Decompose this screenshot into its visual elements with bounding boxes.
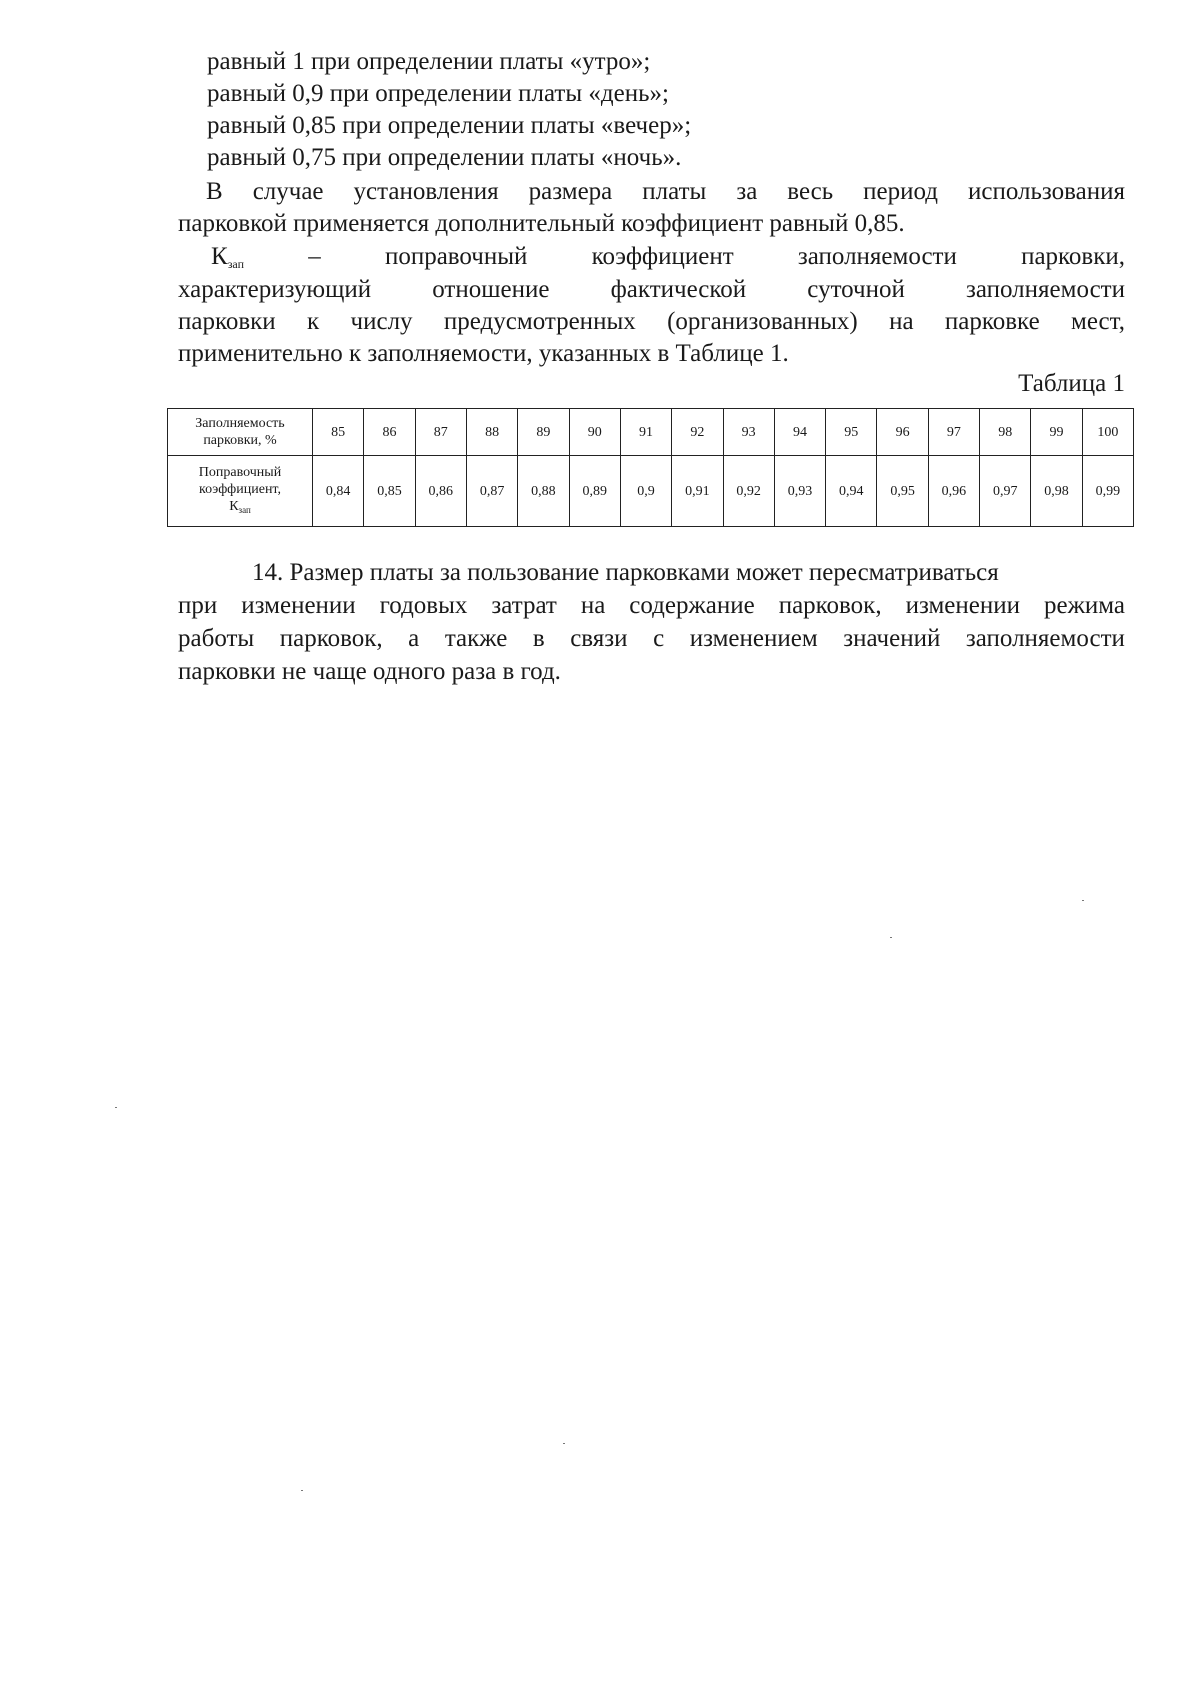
coefficient-cell: 0,98 xyxy=(1031,456,1082,527)
period-paragraph-line-2: парковкой применяется дополнительный коэффициент равный 0,85. xyxy=(178,210,905,237)
word: заполняемости xyxy=(965,276,1125,303)
fill-percent-cell: 95 xyxy=(826,409,877,456)
fill-percent-cell: 89 xyxy=(518,409,569,456)
word: с xyxy=(653,625,665,652)
kzap-symbol: $К_{зап}$ xyxy=(229,498,251,515)
word: парковки xyxy=(178,308,276,335)
word: – xyxy=(308,243,321,270)
fill-percent-cell: 97 xyxy=(928,409,979,456)
word: режима xyxy=(1043,592,1125,619)
word: заполняемости xyxy=(797,243,957,270)
fill-percent-cell: 99 xyxy=(1031,409,1082,456)
coefficient-cell: 0,88 xyxy=(518,456,569,527)
word: парковке xyxy=(944,308,1040,335)
coefficient-cell: 0,86 xyxy=(415,456,466,527)
word: мест, xyxy=(1071,308,1125,335)
fill-percent-cell: 88 xyxy=(466,409,517,456)
word: изменении xyxy=(241,592,356,619)
fill-percent-cell: 90 xyxy=(569,409,620,456)
word: изменении xyxy=(905,592,1020,619)
coefficient-cell: 0,99 xyxy=(1082,456,1133,527)
word: период xyxy=(863,178,939,205)
scan-speck xyxy=(115,1107,117,1108)
fill-percent-cell: 87 xyxy=(415,409,466,456)
word: на xyxy=(580,592,606,619)
word: весь xyxy=(787,178,834,205)
fill-percent-cell: 93 xyxy=(723,409,774,456)
clause-14-line-3 xyxy=(178,623,1125,654)
scan-speck xyxy=(890,937,892,938)
row-header-fill-percent: Заполняемость парковки, % xyxy=(168,409,313,456)
word: числу xyxy=(350,308,413,335)
kzap-symbol: $К_{зап}$ xyxy=(211,243,245,271)
table-row-fill-percent xyxy=(168,409,1134,456)
word: содержание xyxy=(629,592,755,619)
coefficient-cell: 0,89 xyxy=(569,456,620,527)
word: изменением xyxy=(689,625,818,652)
fill-percent-cell: 86 xyxy=(364,409,415,456)
word: парковки, xyxy=(1021,243,1125,270)
fill-percent-cell: 96 xyxy=(877,409,928,456)
word: также xyxy=(444,625,508,652)
rate-morning-line: равный 1 при определении платы «утро»; xyxy=(207,48,651,75)
word: к xyxy=(307,308,320,335)
coefficient-cell: 0,87 xyxy=(466,456,517,527)
word: затрат xyxy=(491,592,557,619)
coefficient-cell: 0,96 xyxy=(928,456,979,527)
coefficient-cell: 0,85 xyxy=(364,456,415,527)
word: использования xyxy=(968,178,1125,205)
clause-14-line-1: 14. Размер платы за пользование парковками может пересматриваться xyxy=(252,559,999,586)
coefficient-cell: 0,95 xyxy=(877,456,928,527)
fill-percent-cell: 92 xyxy=(672,409,723,456)
word: значений xyxy=(843,625,941,652)
coefficient-cell: 0,97 xyxy=(980,456,1031,527)
word: характеризующий xyxy=(178,276,372,303)
word: фактической xyxy=(610,276,747,303)
table-row-coefficient xyxy=(168,456,1134,527)
word: коэффициент xyxy=(591,243,734,270)
kzap-paragraph-line-2 xyxy=(178,274,1125,305)
word: размера xyxy=(528,178,613,205)
clause-14-line-2 xyxy=(178,590,1125,621)
period-paragraph-line-1 xyxy=(206,176,1125,207)
rate-night-line: равный 0,75 при определении платы «ночь». xyxy=(207,144,682,171)
fill-percent-cell: 98 xyxy=(980,409,1031,456)
word: а xyxy=(408,625,420,652)
word: установления xyxy=(353,178,499,205)
word: (организованных) xyxy=(667,308,858,335)
word: в xyxy=(532,625,545,652)
kzap-paragraph-line-4: применительно к заполняемости, указанных в Таблице 1. xyxy=(178,340,789,367)
word: на xyxy=(889,308,914,335)
fill-percent-cell: 94 xyxy=(774,409,825,456)
word: годовых xyxy=(379,592,468,619)
word: за xyxy=(736,178,758,205)
scan-speck xyxy=(1082,900,1084,901)
word: поправочный xyxy=(384,243,528,270)
word: случае xyxy=(252,178,324,205)
word: парковок, xyxy=(279,625,383,652)
coefficient-cell: 0,92 xyxy=(723,456,774,527)
word: при xyxy=(178,592,218,619)
word: парковок, xyxy=(778,592,882,619)
word: В xyxy=(206,178,223,205)
fill-percent-cell: 85 xyxy=(313,409,364,456)
coefficient-cell: 0,94 xyxy=(826,456,877,527)
coefficient-cell: 0,84 xyxy=(313,456,364,527)
fill-percent-cell: 91 xyxy=(620,409,671,456)
clause-14-line-4: парковки не чаще одного раза в год. xyxy=(178,658,561,685)
coefficient-cell: 0,9 xyxy=(620,456,671,527)
fill-coefficient-table xyxy=(167,408,1134,527)
kzap-paragraph-line-3 xyxy=(178,306,1125,337)
scan-speck xyxy=(563,1443,565,1444)
scan-speck xyxy=(301,1490,303,1491)
table-caption: Таблица 1 xyxy=(1018,370,1125,397)
word: предусмотренных xyxy=(443,308,636,335)
word: работы xyxy=(178,625,255,652)
word: платы xyxy=(642,178,707,205)
word: связи xyxy=(570,625,628,652)
rate-evening-line: равный 0,85 при определении платы «вечер»; xyxy=(207,112,692,139)
word: суточной xyxy=(807,276,905,303)
coefficient-cell: 0,91 xyxy=(672,456,723,527)
fill-percent-cell: 100 xyxy=(1082,409,1133,456)
rate-day-line: равный 0,9 при определении платы «день»; xyxy=(207,80,669,107)
word: отношение xyxy=(432,276,550,303)
word: заполняемости xyxy=(965,625,1125,652)
coefficient-cell: 0,93 xyxy=(774,456,825,527)
row-header-coefficient: Поправочный коэффициент, $К_{зап}$ xyxy=(168,456,313,527)
